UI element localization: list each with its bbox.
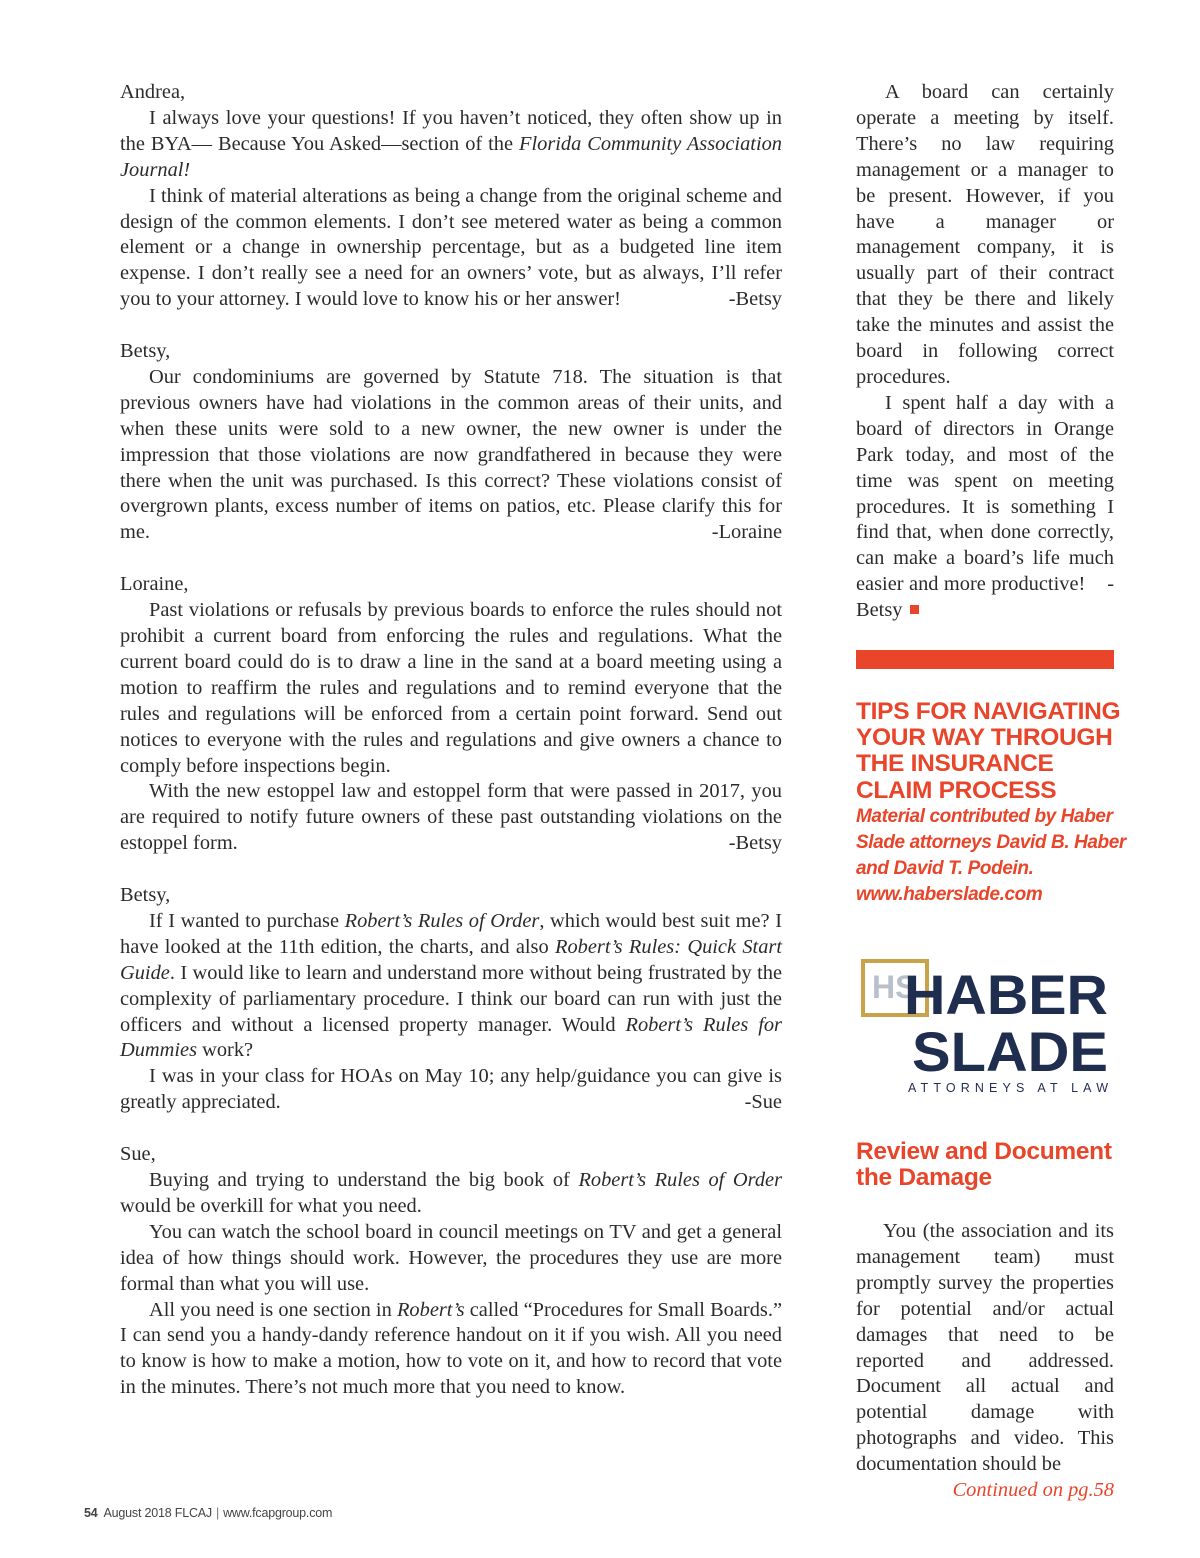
letter-paragraph: All you need is one section in Robert’s called “Procedures for Small Boards.” I can send you a handy-dandy reference handout on it if you wish. All you need to know is how to make a motion, how to vote on it, and how to record that vote in the minutes. There’s not much more that you need to know. bbox=[120, 1298, 782, 1399]
letter-salutation: Betsy, bbox=[120, 340, 171, 363]
journal-title: Florida Community Association Journal! bbox=[120, 132, 783, 181]
review-heading: Review and Document the Damage bbox=[856, 1138, 1112, 1192]
issue-label: August 2018 FLCAJ bbox=[103, 1506, 212, 1520]
letter-paragraph: I always love your questions! If you haven’t noticed, they often show up in the BYA— Because You Asked—section of the Florida Community Association Journal! bbox=[120, 106, 783, 181]
page-number: 54 bbox=[84, 1506, 98, 1520]
letter-paragraph: Buying and trying to understand the big book of Robert’s Rules of Order would be overkill for what you need. bbox=[120, 1169, 782, 1217]
tips-credit: Material contributed by Haber Slade attorneys David B. Haber and David T. Podein. bbox=[856, 805, 1126, 880]
book-title: Robert’s Rules of Order bbox=[344, 909, 540, 932]
page-footer bbox=[84, 1506, 332, 1520]
end-mark-icon bbox=[910, 605, 919, 614]
letter-signature: -Betsy bbox=[728, 288, 782, 311]
sidebar-column bbox=[856, 80, 1114, 624]
spacer bbox=[120, 546, 782, 572]
main-column bbox=[120, 80, 782, 1401]
spacer bbox=[120, 1116, 782, 1142]
letter-paragraph: If I wanted to purchase Robert’s Rules of Order, which would best suit me? I have looked at the 11th edition, the charts, and also Robert’s Rules: Quick Start Guide. I would like to learn and understand more without being frustrated by the complexity of parliamentary procedure. I think our board can run with just the officers and without a licensed property manager. Would Robert’s Rules for Dummies work? bbox=[120, 909, 782, 1062]
section-divider-bar bbox=[856, 650, 1114, 669]
letter-paragraph: You can watch the school board in council meetings on TV and get a general idea of how things should work. However, the procedures they use are more formal than what you will use. bbox=[120, 1220, 782, 1295]
letter-paragraph: Past violations or refusals by previous boards to enforce the rules should not prohibit a current board from enforcing the rules and regulations. What the current board could do is to draw a line in the sand at a board meeting using a motion to reaffirm the rules and regulations and to remind everyone that the rules and regulations will be enforced from a certain point forward. Send out notices to everyone with the rules and regulations and give owners a chance to comply before inspections begin. bbox=[120, 599, 782, 777]
logo-name-line1: HABER bbox=[904, 963, 1108, 1026]
book-title: Robert’s bbox=[396, 1298, 465, 1321]
letter-paragraph: I think of material alterations as being a change from the original scheme and design of the common elements. I don’t see metered water as being a common element or a change in ownership percentage, but as a budgeted line item expense. I don’t really see a need for an owners’ vote, but as always, I’ll refer you to your attorney. I would love to know his or her answer! -Betsy bbox=[120, 184, 782, 314]
tips-title: TIPS FOR NAVIGATING YOUR WAY THROUGH THE INSURANCE CLAIM PROCESS bbox=[856, 698, 1121, 804]
haber-slade-logo bbox=[860, 958, 1112, 1098]
tips-section bbox=[856, 699, 1126, 909]
logo-tagline: ATTORNEYS AT LAW bbox=[908, 1081, 1108, 1095]
footer-separator: | bbox=[216, 1506, 220, 1520]
book-title: Robert’s Rules for Dummies bbox=[120, 1013, 782, 1062]
logo-monogram: HS bbox=[872, 969, 917, 1005]
letter-salutation: Sue, bbox=[120, 1143, 156, 1166]
letter-paragraph: With the new estoppel law and estoppel form that were passed in 2017, you are required to notify future owners of these past outstanding violations on the estoppel form. -Betsy bbox=[120, 779, 782, 857]
letter-salutation: Loraine, bbox=[120, 573, 189, 596]
logo-name-line2: SLADE bbox=[912, 1020, 1108, 1083]
letter-paragraph: Our condominiums are governed by Statute 718. The situation is that previous owners have had violations in the common areas of their units, and when these units were sold to a new owner, the new owner is under the impression that those violations are now grandfathered in because they were there when the unit was purchased. Is this correct? These violations consist of overgrown plants, excess number of items on patios, etc. Please clarify this for me. -Loraine bbox=[120, 365, 782, 546]
book-title: Robert’s Rules: Quick Start Guide bbox=[120, 935, 782, 984]
letter-signature: -Betsy bbox=[728, 832, 782, 855]
sidebar-signature: -Betsy bbox=[856, 573, 1114, 622]
letter-paragraph: I was in your class for HOAs on May 10; any help/guidance you can give is greatly appreciated. -Sue bbox=[120, 1064, 782, 1116]
website-link[interactable]: www.fcapgroup.com bbox=[223, 1506, 333, 1520]
book-title: Robert’s Rules of Order bbox=[578, 1169, 782, 1191]
spacer bbox=[120, 857, 782, 883]
letter-signature: -Loraine bbox=[711, 521, 782, 544]
sidebar-paragraph: I spent half a day with a board of directors in Orange Park today, and most of the time was spent on meeting procedures. It is something I find that, when done correctly, can make a board’s life much easier and more productive! -Betsy bbox=[856, 391, 1114, 622]
tips-url-link[interactable]: www.haberslade.com bbox=[856, 884, 1043, 906]
review-paragraph: You (the association and its management team) must promptly survey the properties for potential and/or actual damages that need to be reported and addressed. Document all actual and potential damage with photographs and video. This documentation should be bbox=[856, 1220, 1114, 1476]
letter-signature: -Sue bbox=[744, 1091, 782, 1114]
sidebar-paragraph: A board can certainly operate a meeting by itself. There’s no law requiring management or a manager to be present. However, if you have a manager or management company, it is usually part of their contract that they be there and likely take the minutes and assist the board in following correct procedures. bbox=[856, 81, 1114, 388]
letter-salutation: Andrea, bbox=[120, 81, 186, 103]
review-body bbox=[856, 1219, 1114, 1478]
spacer bbox=[120, 313, 782, 339]
continued-link[interactable]: Continued on pg.58 bbox=[952, 1479, 1114, 1501]
letter-salutation: Betsy, bbox=[120, 884, 171, 907]
